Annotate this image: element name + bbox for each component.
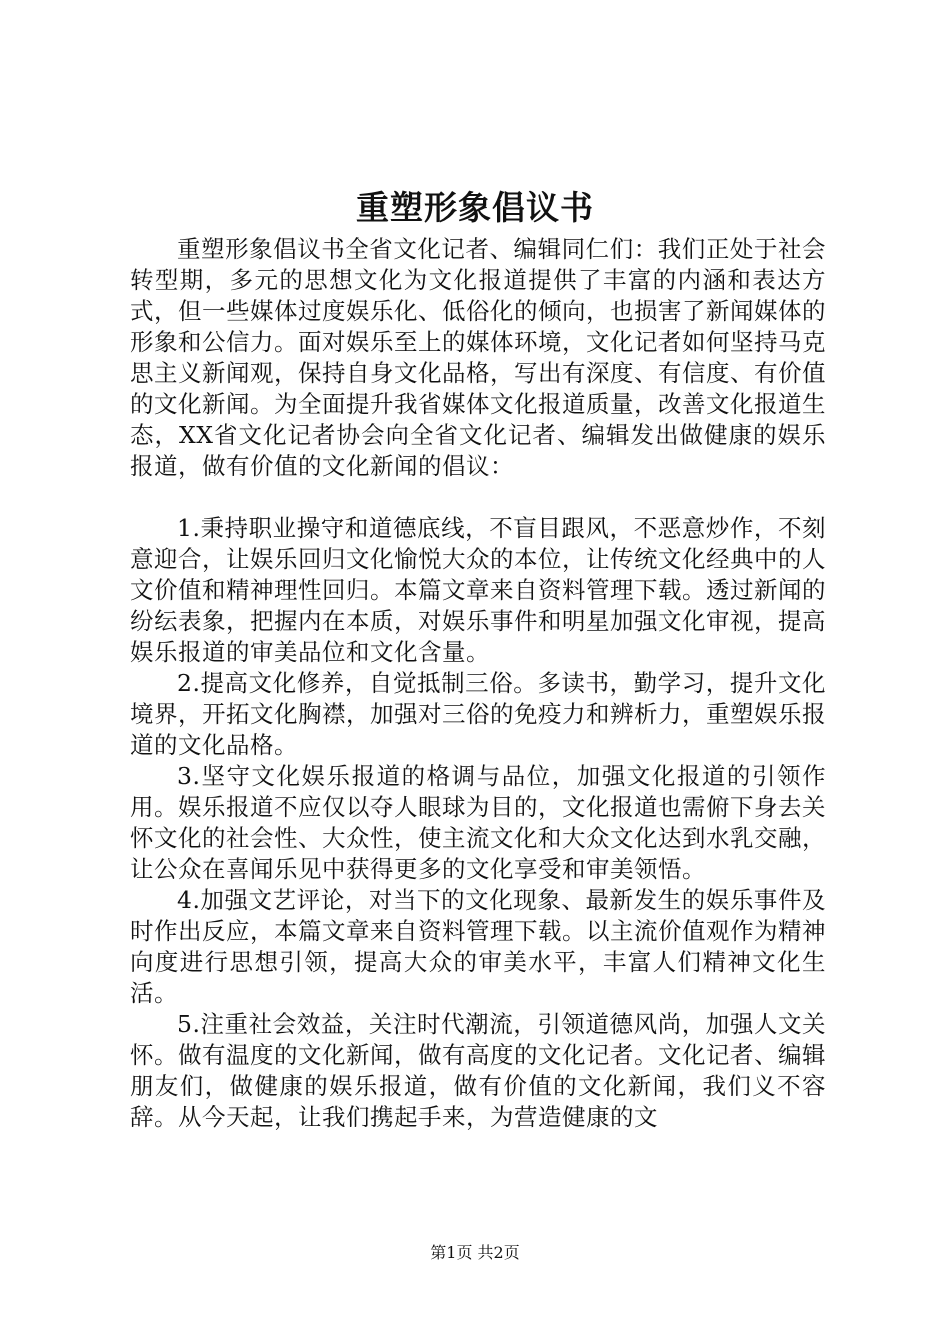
proposal-item-4: 4.加强文艺评论，对当下的文化现象、最新发生的娱乐事件及时作出反应，本篇文章来自资料管理下载。以主流价值观作为精神向度进行思想引领，提高大众的审美水平，丰富人们精神文化生活。 [130, 886, 826, 1007]
document-body [130, 234, 826, 1133]
proposal-item-1: 1.秉持职业操守和道德底线，不盲目跟风，不恶意炒作，不刻意迎合，让娱乐回归文化愉悦大众的本位，让传统文化经典中的人文价值和精神理性回归。本篇文章来自资料管理下载。透过新闻的纷纭表象，把握内在本质，对娱乐事件和明星加强文化审视，提高娱乐报道的审美品位和文化含量。 [130, 514, 826, 666]
proposal-item-5: 5.注重社会效益，关注时代潮流，引领道德风尚，加强人文关怀。做有温度的文化新闻，做有高度的文化记者。文化记者、编辑朋友们，做健康的娱乐报道，做有价值的文化新闻，我们义不容辞。从今天起，让我们携起手来，为营造健康的文 [130, 1010, 826, 1131]
page-footer: 第1页 共2页 [430, 1243, 520, 1262]
proposal-item-2: 2.提高文化修养，自觉抵制三俗。多读书，勤学习，提升文化境界，开拓文化胸襟，加强对三俗的免疫力和辨析力，重塑娱乐报道的文化品格。 [130, 669, 826, 759]
intro-paragraph: 重塑形象倡议书全省文化记者、编辑同仁们：我们正处于社会转型期，多元的思想文化为文化报道提供了丰富的内涵和表达方式，但一些媒体过度娱乐化、低俗化的倾向，也损害了新闻媒体的形象和公信力。面对娱乐至上的媒体环境，文化记者如何坚持马克思主义新闻观，保持自身文化品格，写出有深度、有信度、有价值的文化新闻。为全面提升我省媒体文化报道质量，改善文化报道生态，XX省文化记者协会向全省文化记者、编辑发出做健康的娱乐报道，做有价值的文化新闻的倡议： [130, 235, 826, 480]
document-title: 重塑形象倡议书 [356, 188, 594, 227]
proposal-item-3: 3.坚守文化娱乐报道的格调与品位，加强文化报道的引领作用。娱乐报道不应仅以夺人眼球为目的，文化报道也需俯下身去关怀文化的社会性、大众性，使主流文化和大众文化达到水乳交融，让公众在喜闻乐见中获得更多的文化享受和审美领悟。 [130, 762, 826, 883]
